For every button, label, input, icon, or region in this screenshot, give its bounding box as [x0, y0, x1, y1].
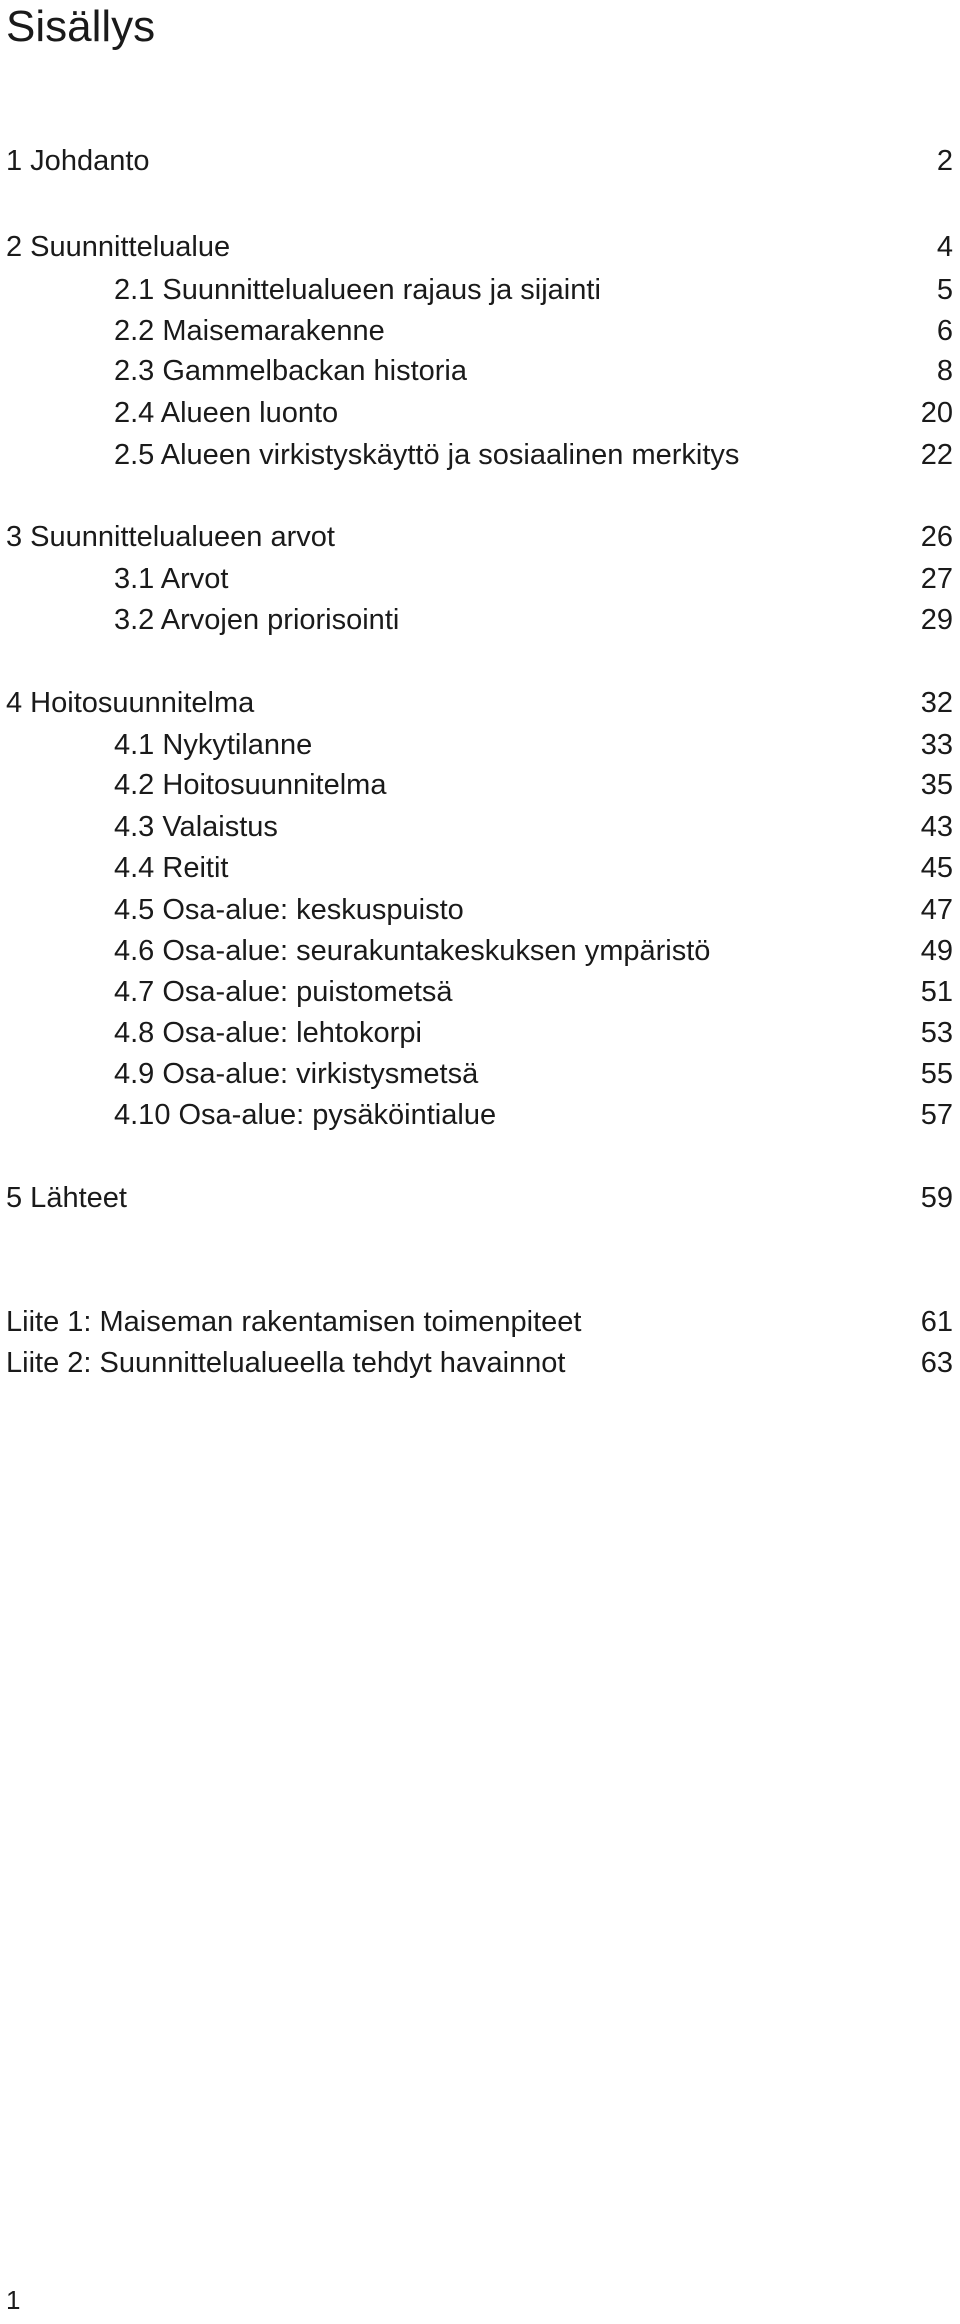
toc-entry[interactable]: [0, 1095, 960, 1135]
toc-entry[interactable]: [0, 765, 960, 805]
toc-entry[interactable]: [0, 517, 960, 557]
toc-entry-page: 6: [936, 315, 953, 347]
toc-entry[interactable]: [0, 600, 960, 640]
toc-entry-label: 4.4 Reitit: [114, 852, 229, 884]
toc-entry-label: 4.8 Osa-alue: lehtokorpi: [114, 1017, 422, 1049]
toc-entry[interactable]: [0, 848, 960, 888]
toc-entry-label: 2.2 Maisemarakenne: [114, 315, 385, 347]
toc-entry[interactable]: [0, 435, 960, 475]
toc-entry-page: 33: [920, 729, 953, 761]
toc-entry-label: 5 Lähteet: [6, 1182, 127, 1214]
toc-entry[interactable]: [0, 559, 960, 599]
toc-entry-page: 5: [936, 274, 953, 306]
toc-entry-label: 2.3 Gammelbackan historia: [114, 355, 467, 387]
toc-entry[interactable]: [0, 393, 960, 433]
toc-entry-label: 2.5 Alueen virkistyskäyttö ja sosiaalinen merkitys: [114, 439, 740, 471]
toc-entry[interactable]: [0, 227, 960, 267]
toc-entry-page: 20: [920, 397, 953, 429]
toc-entry-page: 49: [920, 935, 953, 967]
toc-entry-label: 4.3 Valaistus: [114, 811, 278, 843]
toc-entry-label: 4.6 Osa-alue: seurakuntakeskuksen ympäristö: [114, 935, 711, 967]
toc-entry-label: 4 Hoitosuunnitelma: [6, 687, 255, 719]
toc-entry[interactable]: [0, 807, 960, 847]
toc-entry-page: 63: [920, 1347, 953, 1379]
toc-entry-label: 4.9 Osa-alue: virkistysmetsä: [114, 1058, 479, 1090]
toc-entry-label: 2 Suunnittelualue: [6, 231, 231, 263]
toc-entry-label: 4.5 Osa-alue: keskuspuisto: [114, 894, 464, 926]
toc-entry-label: 3.2 Arvojen priorisointi: [114, 604, 400, 636]
toc-entry-page: 8: [936, 355, 953, 387]
page-title: Sisällys: [6, 2, 156, 51]
toc-entry[interactable]: [0, 1302, 960, 1342]
toc-entry[interactable]: [0, 1054, 960, 1094]
page-number: 1: [6, 2285, 21, 2315]
toc-entry-label: Liite 2: Suunnittelualueella tehdyt havainnot: [6, 1347, 566, 1379]
toc-entry[interactable]: [0, 683, 960, 723]
toc-entry[interactable]: [0, 141, 960, 181]
toc-entry[interactable]: [0, 1343, 960, 1383]
toc-entry-page: 55: [920, 1058, 953, 1090]
toc-entry-page: 29: [920, 604, 953, 636]
toc-entry[interactable]: [0, 972, 960, 1012]
toc-entry-page: 45: [920, 852, 953, 884]
toc-entry[interactable]: [0, 725, 960, 765]
toc-entry-label: 2.1 Suunnittelualueen rajaus ja sijainti: [114, 274, 601, 306]
toc-entry-page: 43: [920, 811, 953, 843]
toc-entry-label: 2.4 Alueen luonto: [114, 397, 339, 429]
toc-entry-page: 22: [920, 439, 953, 471]
toc-entry-page: 61: [920, 1306, 953, 1338]
toc-entry[interactable]: [0, 270, 960, 310]
toc-entry-label: 4.1 Nykytilanne: [114, 729, 313, 761]
toc-entry[interactable]: [0, 1013, 960, 1053]
toc-entry-label: 1 Johdanto: [6, 145, 150, 177]
toc-entry-page: 59: [920, 1182, 953, 1214]
toc-entry[interactable]: [0, 931, 960, 971]
toc-entry[interactable]: [0, 351, 960, 391]
toc-entry-label: 3 Suunnittelualueen arvot: [6, 521, 335, 553]
toc-entry-page: 35: [920, 769, 953, 801]
toc-entry-page: 27: [920, 563, 953, 595]
toc-entry-page: 51: [920, 976, 953, 1008]
toc-entry-label: 4.10 Osa-alue: pysäköintialue: [114, 1099, 497, 1131]
toc-entry-page: 4: [936, 231, 953, 263]
toc-entry[interactable]: [0, 1178, 960, 1218]
toc-entry-page: 32: [920, 687, 953, 719]
toc-entry-page: 2: [936, 145, 953, 177]
toc-entry-label: Liite 1: Maiseman rakentamisen toimenpiteet: [6, 1306, 582, 1338]
toc-entry[interactable]: [0, 890, 960, 930]
toc-entry-page: 47: [920, 894, 953, 926]
toc-entry-label: 4.2 Hoitosuunnitelma: [114, 769, 387, 801]
toc-entry-label: 3.1 Arvot: [114, 563, 229, 595]
toc-entry[interactable]: [0, 311, 960, 351]
toc-entry-page: 26: [920, 521, 953, 553]
toc-entry-page: 53: [920, 1017, 953, 1049]
toc-entry-page: 57: [920, 1099, 953, 1131]
toc-entry-label: 4.7 Osa-alue: puistometsä: [114, 976, 453, 1008]
